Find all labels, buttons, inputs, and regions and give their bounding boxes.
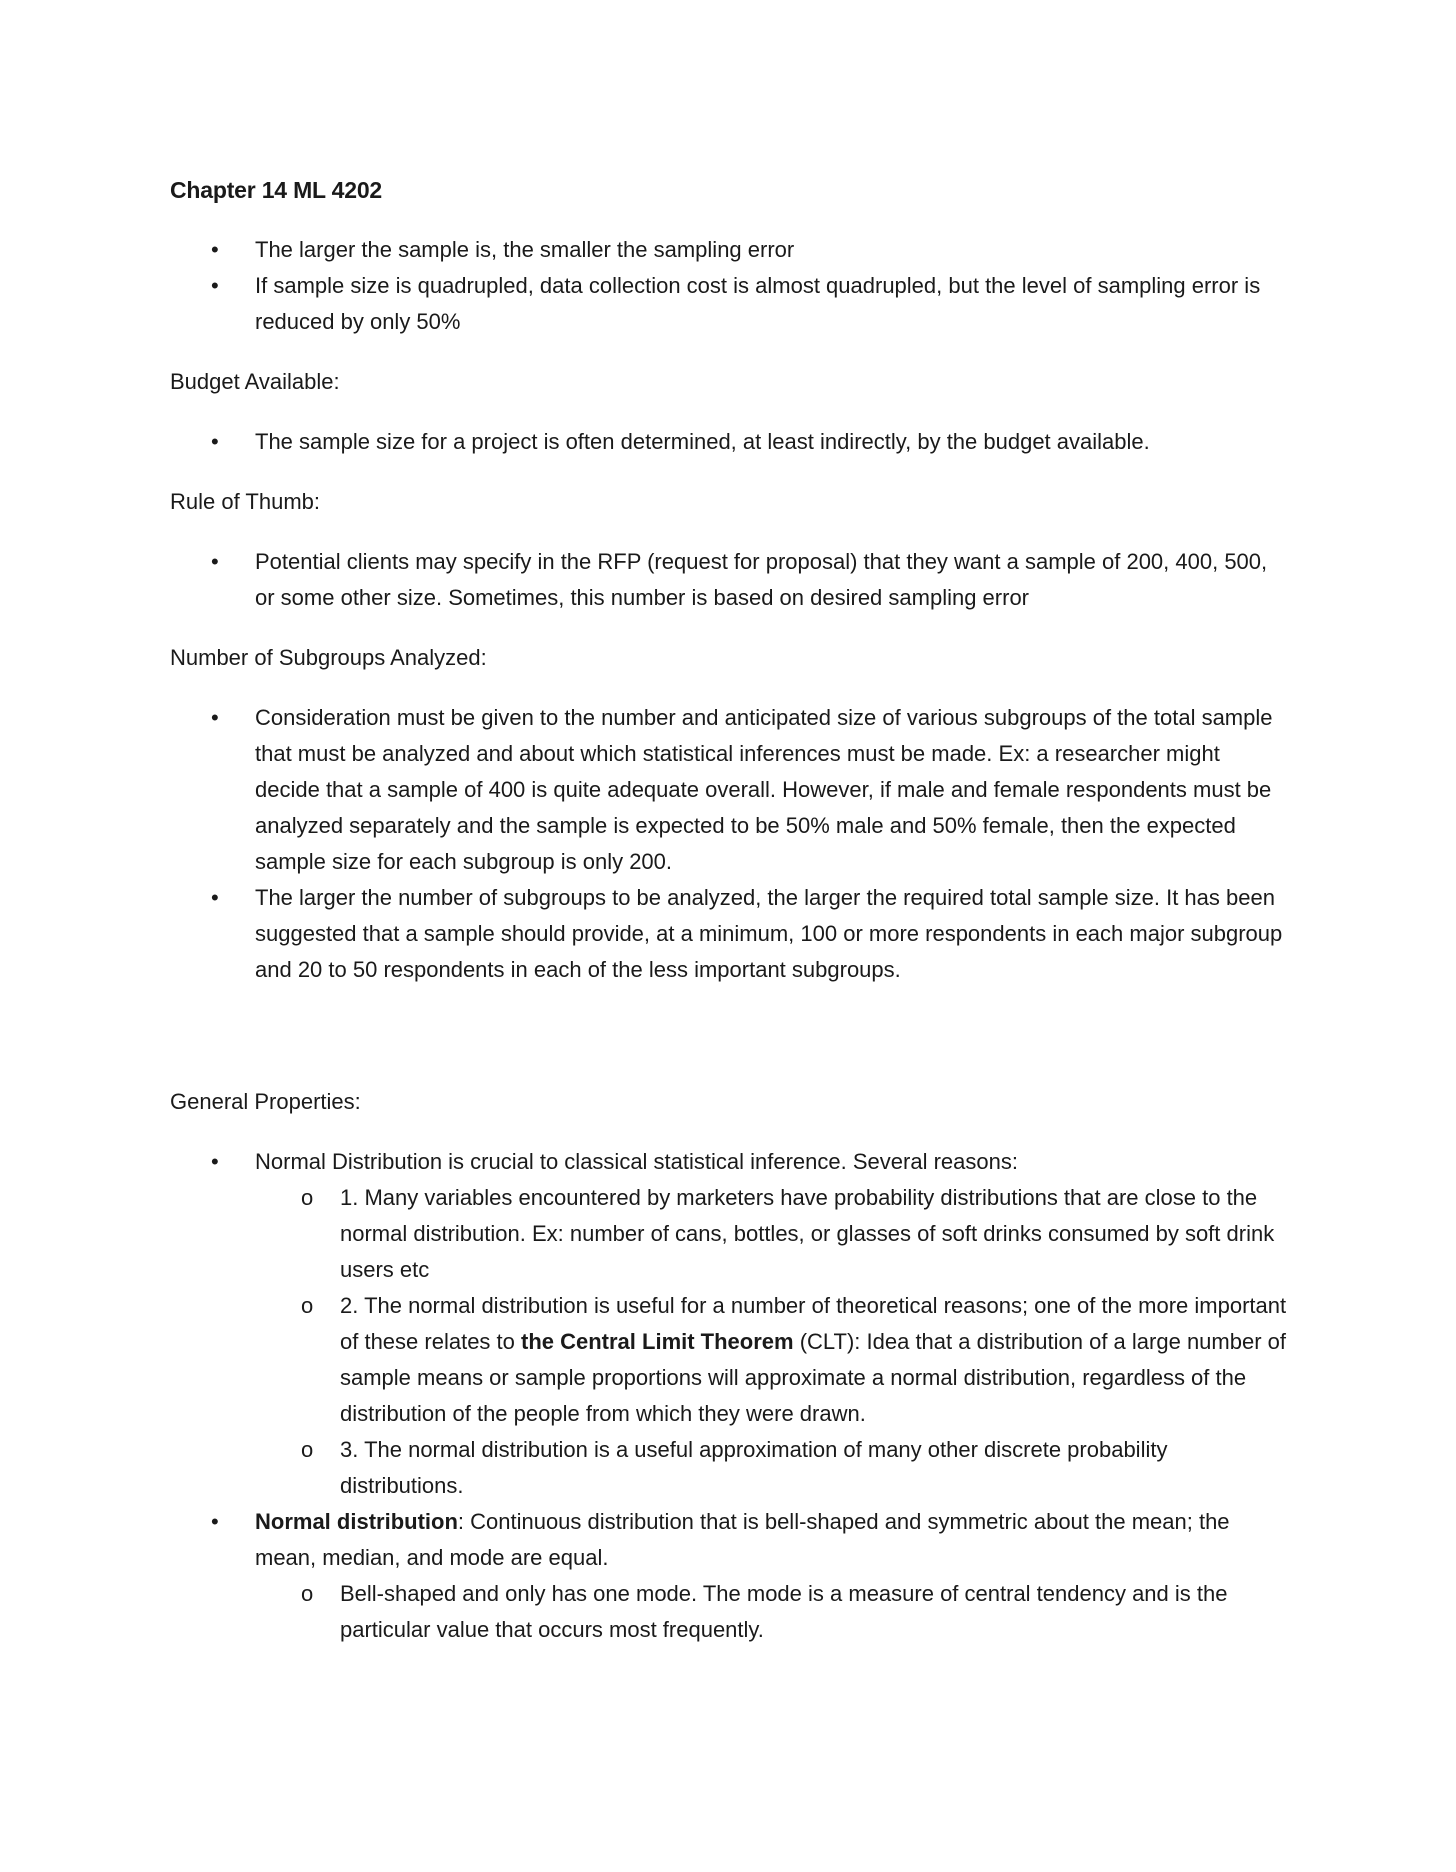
subgroups-bullet-list: [170, 700, 1290, 988]
bullet-item: • Consideration must be given to the number and anticipated size of various subgroups of the total sample that must be analyzed and about which statistical inferences must be made. Ex: a researcher might decide that a sample of 400 is quite adequate overall. However, if male and female respondents must be analyzed separately and the sample is expected to be 50% male and 50% female, then the expected sample size for each subgroup is only 200.: [170, 700, 1290, 880]
bullet-item: [170, 1504, 1290, 1648]
section-heading-budget: Budget Available:: [170, 369, 340, 394]
normal-distribution-term: Normal distribution: [255, 1509, 458, 1534]
bullet-text: : Continuous distribution that is bell-shaped and symmetric about the mean; the mean, median, and mode are equal.: [255, 1509, 1230, 1570]
section-heading-rule-of-thumb: Rule of Thumb:: [170, 489, 321, 514]
bullet-item: • The sample size for a project is often determined, at least indirectly, by the budget available.: [170, 424, 1290, 460]
document-title: Chapter 14 ML 4202: [170, 177, 383, 203]
sub-bullet-list: [255, 1576, 1290, 1648]
bullet-text: Normal Distribution is crucial to classical statistical inference. Several reasons:: [255, 1149, 1018, 1174]
sub-bullet-item: o 3. The normal distribution is a useful approximation of many other discrete probability distributions.: [255, 1432, 1290, 1504]
bullet-item: • The larger the sample is, the smaller the sampling error: [170, 232, 1290, 268]
section-heading-general-properties: General Properties:: [170, 1089, 361, 1114]
document-page: [170, 172, 1290, 1672]
rule-of-thumb-bullet-list: [170, 544, 1290, 616]
bullet-item: • If sample size is quadrupled, data collection cost is almost quadrupled, but the level of sampling error is reduced by only 50%: [170, 268, 1290, 340]
bullet-item: [170, 1144, 1290, 1504]
budget-bullet-list: [170, 424, 1290, 460]
central-limit-theorem-term: the Central Limit Theorem: [521, 1329, 794, 1354]
sub-bullet-item: o Bell-shaped and only has one mode. The mode is a measure of central tendency and is the particular value that occurs most frequently.: [255, 1576, 1290, 1648]
sub-bullet-list: [255, 1180, 1290, 1504]
bullet-item: • Potential clients may specify in the RFP (request for proposal) that they want a sample of 200, 400, 500, or some other size. Sometimes, this number is based on desired sampling error: [170, 544, 1290, 616]
sub-bullet-item: o 1. Many variables encountered by marketers have probability distributions that are close to the normal distribution. Ex: number of cans, bottles, or glasses of soft drinks consumed by soft drink users etc: [255, 1180, 1290, 1288]
intro-bullet-list: [170, 232, 1290, 340]
sub-bullet-text: (CLT): Idea that a distribution of a large number of sample means or sample proportions will approximate a normal distribution, regardless of the distribution of the people from which they were drawn.: [340, 1329, 1286, 1426]
section-heading-subgroups: Number of Subgroups Analyzed:: [170, 645, 487, 670]
sub-bullet-item: [255, 1288, 1290, 1432]
general-properties-bullet-list: [170, 1144, 1290, 1648]
blank-space: [170, 1012, 1290, 1084]
sub-bullet-text: 2. The normal distribution is useful for a number of theoretical reasons; one of the more important of these relates to: [340, 1293, 1287, 1354]
bullet-item: • The larger the number of subgroups to be analyzed, the larger the required total sample size. It has been suggested that a sample should provide, at a minimum, 100 or more respondents in each major subgroup and 20 to 50 respondents in each of the less important subgroups.: [170, 880, 1290, 988]
